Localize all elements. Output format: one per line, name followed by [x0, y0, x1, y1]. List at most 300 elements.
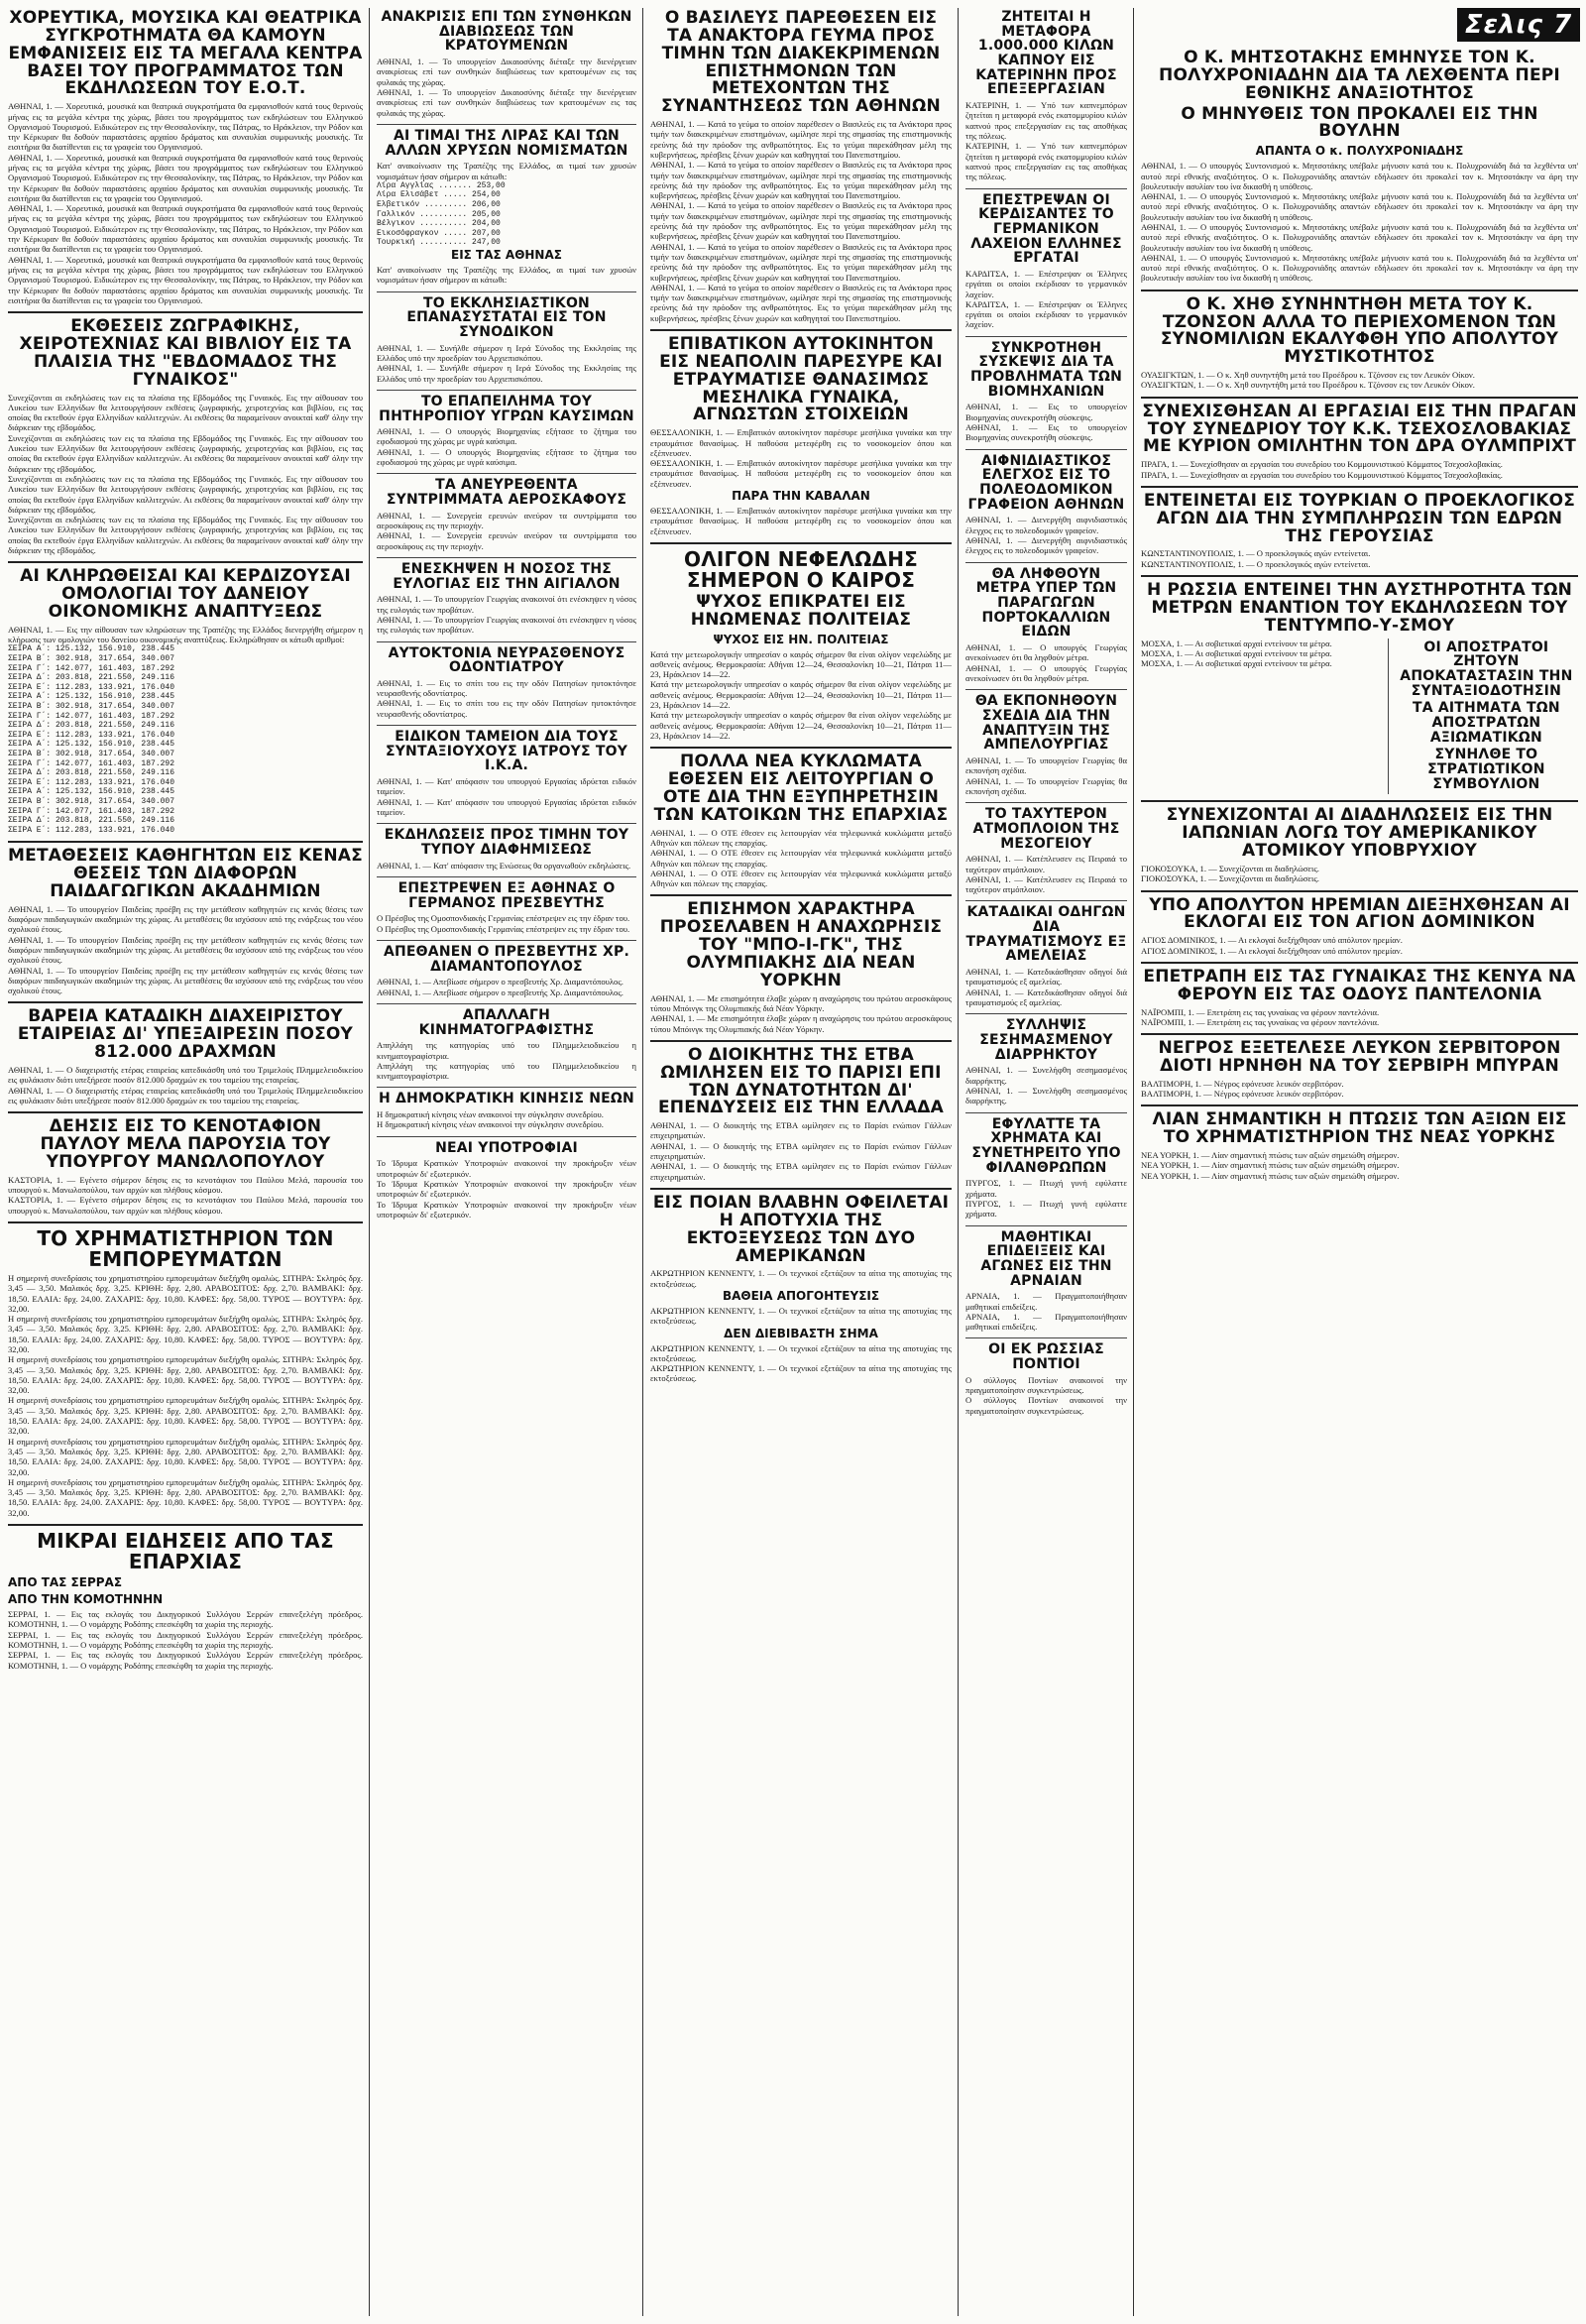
article-body: Ο σύλλογος Ποντίων ανακοινοί την πραγματοποίησιν συγκεντρώσεως. [965, 1374, 1127, 1396]
article-body: ΑΘΗΝΑΙ, 1. — Το υπουργείον Γεωργίας ανακοινοί ότι ενέσκηψεν η νόσος της ευλογιάς των προβάτων. [377, 594, 636, 615]
article-body: ΑΘΗΝΑΙ, 1. — Ο διαχειριστής ετέρας εταιρείας κατεδικάσθη υπό του Τριμελούς Πλημμελειοδικείου εις φυλάκισιν διότι υπεξήρεσε ποσόν 812.000 δραχμών εκ του ταμείου της εταιρείας. [8, 1085, 363, 1105]
headline: ΕΠΙΒΑΤΙΚΟΝ ΑΥΤΟΚΙΝΗΤΟΝ ΕΙΣ ΝΕΑΠΟΛΙΝ ΠΑΡΕΣΥΡΕ ΚΑΙ ΕΤΡΑΥΜΑΤΙΣΕ ΘΑΝΑΣΙΜΩΣ ΜΕΣΗΛΙΚΑ ΓΥΝΑΙΚΑ, ΑΓΝΩΣΤΩΝ ΣΤΟΙΧΕΙΩΝ [659, 334, 943, 425]
headline: ΑΥΤΟΚΤΟΝΙΑ ΝΕΥΡΑΣΘΕΝΟΥΣ ΟΔΟΝΤΙΑΤΡΟΥ [388, 644, 625, 676]
article-body: ΑΘΗΝΑΙ, 1. — Απεβίωσε σήμερον ο πρεσβευτής Χρ. Διαμαντόπουλος. [377, 987, 623, 997]
headline: ΕΠΕΣΤΡΕΨΑΝ ΟΙ ΚΕΡΔΙΣΑΝΤΕΣ ΤΟ ΓΕΡΜΑΝΙΚΟΝ ΛΑΧΕΙΟΝ ΕΛΛΗΝΕΣ ΕΡΓΑΤΑΙ [970, 191, 1122, 267]
headline: ΤΟ ΕΚΚΛΗΣΙΑΣΤΙΚΟΝ ΕΠΑΝΑΣΥΣΤΑΤΑΙ ΕΙΣ ΤΟΝ ΣΥΝΟΔΙΚΟΝ [406, 294, 607, 340]
headline: ΝΕΑΙ ΥΠΟΤΡΟΦΙΑΙ [435, 1139, 578, 1156]
article [377, 828, 636, 871]
page-number-masthead: Σελις 7 [1457, 8, 1580, 42]
article-body: ΑΘΗΝΑΙ, 1. — Εις το σπίτι του εις την οδόν Πατησίων ηυτοκτόνησε νευρασθενής οδοντίατρος. [377, 698, 636, 719]
article-body: ΑΘΗΝΑΙ, 1. — Ο υπουργός Συντονισμού κ. Μητσοτάκης υπέβαλε μήνυσιν κατά του κ. Πολυχρονιάδη διά τα λεχθέντα υπ' αυτού περί εθνικής αναξιότητος. Ο κ. Πολυχρονιάδης απαντών εδήλωσεν ότι προκαλεί τον κ. Μητσοτάκην να άρη την βουλευτικήν ασυλίαν του ίνα δικασθή η υπόθεσις. [1141, 252, 1578, 284]
divider [965, 336, 1127, 337]
article [8, 1008, 363, 1105]
divider [377, 473, 636, 474]
column-2 [377, 8, 636, 2316]
article [650, 1192, 952, 1384]
article [965, 454, 1127, 556]
article-body: ΑΘΗΝΑΙ, 1. — Κατ' απόφασιν του υπουργού Εργασίας ιδρύεται ειδικόν ταμείον. [377, 796, 636, 818]
headline: Ο Κ. ΜΗΤΣΟΤΑΚΗΣ ΕΜΗΝΥΣΕ ΤΟΝ Κ. ΠΟΛΥΧΡΟΝΙΑΔΗΝ ΔΙΑ ΤΑ ΛΕΧΘΕΝΤΑ ΠΕΡΙ ΕΘΝΙΚΗΣ ΑΝΑΞΙΟΤΗΤΟΣ [1159, 48, 1560, 103]
article [1141, 1040, 1578, 1099]
headline: Η ΔΗΜΟΚΡΑΤΙΚΗ ΚΙΝΗΣΙΣ ΝΕΩΝ [379, 1091, 634, 1107]
article-body: ΑΓΙΟΣ ΔΟΜΙΝΙΚΟΣ, 1. — Αι εκλογαί διεξήχθησαν υπό απόλυτον ηρεμίαν. [1141, 935, 1403, 946]
article-body: Συνεχίζονται αι εκδηλώσεις των εις τα πλαίσια της Εβδομάδος της Γυναικός. Εις την αίθουσαν του Λυκείου των Ελληνίδων θα λειτουργήσουν εκθέσεις ζωγραφικής, χειροτεχνίας και βιβλίου, εις τας οποίας θα εκτεθούν έργα Ελληνίδων καλλιτεχνών. Αι εκθέσεις θα παραμείνουν ανοικταί καθ' όλην την διάρκειαν της εβδομάδος. [8, 473, 363, 515]
article-body: ΑΘΗΝΑΙ, 1. — Κατ' απόφασιν της Ενώσεως θα οργανωθούν εκδηλώσεις. [377, 860, 631, 871]
article-body: ΜΟΣΧΑ, 1. — Αι σοβιετικαί αρχαί εντείνουν τα μέτρα. [1141, 638, 1332, 648]
article [8, 1225, 363, 1518]
article-body: ΑΚΡΩΤΗΡΙΟΝ ΚΕΝΝΕΝΤΥ, 1. — Οι τεχνικοί εξετάζουν τα αίτια της αποτυχίας της εκτοξεύσεως. [650, 1342, 952, 1363]
article [650, 1044, 952, 1182]
divider [377, 876, 636, 877]
article-body: ΠΥΡΓΟΣ, 1. — Πτωχή γυνή εφύλαττε χρήματα. [965, 1178, 1127, 1199]
divider [650, 1040, 952, 1042]
headline: ΕΚΘΕΣΕΙΣ ΖΩΓΡΑΦΙΚΗΣ, ΧΕΙΡΟΤΕΧΝΙΑΣ ΚΑΙ ΒΙΒΛΙΟΥ ΕΙΣ ΤΑ ΠΛΑΙΣΙΑ ΤΗΣ "ΕΒΔΟΜΑΔΟΣ ΤΗΣ ΓΥΝΑΙΚΟΣ" [19, 316, 352, 390]
article-body: Το Ίδρυμα Κρατικών Υποτροφιών ανακοινοί την προκήρυξιν νέων υποτροφιών δι' εξωτερικόν. [377, 1158, 636, 1179]
article-body: Ο σύλλογος Ποντίων ανακοινοί την πραγματοποίησιν συγκεντρώσεως. [965, 1395, 1127, 1416]
article [1141, 50, 1578, 284]
article-body: ΑΘΗΝΑΙ, 1. — Ο ΟΤΕ έθεσεν εις λειτουργίαν νέα τηλεφωνικά κυκλώματα μεταξύ Αθηνών και πόλεων της επαρχίας. [650, 848, 952, 869]
headline: ΣΥΝΕΧΙΖΟΝΤΑΙ ΑΙ ΔΙΑΔΗΛΩΣΕΙΣ ΕΙΣ ΤΗΝ ΙΑΠΩΝΙΑΝ ΛΟΓΩ ΤΟΥ ΑΜΕΡΙΚΑΝΙΚΟΥ ΑΤΟΜΙΚΟΥ ΥΠΟΒΡΥΧΙΟΥ [1166, 805, 1553, 862]
headline: ΑΙ ΚΛΗΡΩΘΕΙΣΑΙ ΚΑΙ ΚΕΡΔΙΖΟΥΣΑΙ ΟΜΟΛΟΓΙΑΙ ΤΟΥ ΔΑΝΕΙΟΥ ΟΙΚΟΝΟΜΙΚΗΣ ΑΝΑΠΤΥΞΕΩΣ [20, 566, 351, 622]
divider [965, 1337, 1127, 1338]
article-body: ΣΕΡΡΑΙ, 1. — Εις τας εκλογάς του Δικηγορικού Συλλόγου Σερρών επανεξελέγη πρόεδρος. ΚΟΜΟΤΗΝΗ, 1. — Ο νομάρχης Ροδόπης επεσκέφθη τα χωρία της περιοχής. [8, 1650, 363, 1671]
divider [650, 542, 952, 544]
article [650, 754, 952, 888]
headline: ΟΙ ΕΚ ΡΩΣΣΙΑΣ ΠΟΝΤΙΟΙ [988, 1341, 1104, 1373]
column-5 [1141, 48, 1578, 2316]
headline: ΘΑ ΛΗΦΘΟΥΝ ΜΕΤΡΑ ΥΠΕΡ ΤΩΝ ΠΑΡΑΓΩΓΩΝ ΠΟΡΤΟΚΑΛΛΙΩΝ ΕΙΔΩΝ [975, 565, 1117, 640]
article-body: ΑΘΗΝΑΙ, 1. — Ο ΟΤΕ έθεσεν εις λειτουργίαν νέα τηλεφωνικά κυκλώματα μεταξύ Αθηνών και πόλεων της επαρχίας. [650, 868, 952, 889]
article [1141, 1111, 1578, 1181]
article-body: ΑΘΗΝΑΙ, 1. — Το υπουργείον Παιδείας προέβη εις την μετάθεσιν καθηγητών εις κενάς θέσεις των διαφόρων παιδαγωγικών ακαδημιών της χώρας. Αι μεταθέσεις θα ισχύσουν από της ενάρξεως του νέου σχολικού έτους. [8, 965, 363, 996]
article-body: ΑΘΗΝΑΙ, 1. — Συνήλθε σήμερον η Ιερά Σύνοδος της Εκκλησίας της Ελλάδος υπό την προεδρίαν του Αρχιεπισκόπου. [377, 363, 636, 384]
article-body: ΑΓΙΟΣ ΔΟΜΙΝΙΚΟΣ, 1. — Αι εκλογαί διεξήχθησαν υπό απόλυτον ηρεμίαν. [1141, 945, 1403, 956]
article-body: ΑΘΗΝΑΙ, 1. — Το υπουργείον Γεωργίας θα εκπονήση σχέδια. [965, 775, 1127, 796]
headline: ΑΠΕΘΑΝΕΝ Ο ΠΡΕΣΒΕΥΤΗΣ ΧΡ. ΔΙΑΜΑΝΤΟΠΟΥΛΟΣ [383, 943, 630, 975]
headline: ΝΕΓΡΟΣ ΕΞΕΤΕΛΕΣΕ ΛΕΥΚΟΝ ΣΕΡΒΙΤΟΡΟΝ ΔΙΟΤΙ ΗΡΝΗΘΗ ΝΑ ΤΟΥ ΣΕΡΒΙΡΗ ΜΠΥΡΑΝ [1158, 1038, 1561, 1076]
article [650, 546, 952, 741]
headline: ΑΙΦΝΙΔΙΑΣΤΙΚΟΣ ΕΛΕΓΧΟΣ ΕΙΣ ΤΟ ΠΟΛΕΟΔΟΜΙΚΟΝ ΓΡΑΦΕΙΟΝ ΑΘΗΝΩΝ [967, 452, 1125, 513]
article [965, 567, 1127, 684]
article-body: ΑΡΝΑΙΑ, 1. — Πραγματοποιήθησαν μαθητικαί επιδείξεις. [965, 1291, 1127, 1312]
article-body: Κατά την μετεωρολογικήν υπηρεσίαν ο καιρός σήμερον θα είναι ολίγον νεφελώδης με ασθενείς ανέμους. Θερμοκρασία: Αθήναι 12—24, Θεσσαλονίκη 10—21, Πάτραι 11—23, Ηράκλειον 14—22. [650, 710, 952, 741]
divider [8, 561, 363, 563]
article-body: ΑΘΗΝΑΙ, 1. — Εις το υπουργείον Βιομηχανίας συνεκροτήθη σύσκεψις. [965, 402, 1127, 422]
article-body: ΑΘΗΝΑΙ, 1. — Συνελήφθη σεσημασμένος διαρρήκτης. [965, 1086, 1127, 1106]
article [377, 296, 636, 384]
article-body: ΑΘΗΝΑΙ, 1. — Το υπουργείον Δικαιοσύνης διέταξε την διενέργειαν ανακρίσεως επί των συνθηκών διαβιώσεως των κρατουμένων εις τας φυλακάς της χώρας. [377, 57, 636, 87]
article-body: ΑΘΗΝΑΙ, 1. — Κατά το γεύμα το οποίον παρέθεσεν ο Βασιλεύς εις τα Ανάκτορα προς τιμήν των διακεκριμένων επιστημόνων, ωμίλησε περί της σημασίας της επιστημονικής ερεύνης διά την πρόοδον της ανθρωπότητος. Εις το γεύμα παρεκάθησαν μέλη της κυβερνήσεως, πρέσβεις ξένων χωρών και καθηγηταί του Πανεπιστημίου. [650, 119, 952, 160]
article-body: ΒΑΛΤΙΜΟΡΗ, 1. — Νέγρος εφόνευσε λευκόν σερβιτόρον. [1141, 1078, 1344, 1089]
article [1141, 966, 1578, 1027]
article [1141, 401, 1578, 480]
article-body: ΑΘΗΝΑΙ, 1. — Ο υπουργός Βιομηχανίας εξήτασε το ζήτημα του εφοδιασμού της χώρας με υγρά καύσιμα. [377, 426, 636, 447]
headline: Ο Κ. ΧΗΘ ΣΥΝΗΝΤΗΘΗ ΜΕΤΑ ΤΟΥ Κ. ΤΖΟΝΣΟΝ ΑΛΛΑ ΤΟ ΠΕΡΙΕΧΟΜΕΝΟΝ ΤΩΝ ΣΥΝΟΜΙΛΙΩΝ ΕΚΑΛΥΦΘΗ ΥΠΟ ΑΠΟΛΥΤΟΥ ΜΥΣΤΙΚΟΤΗΤΟΣ [1160, 293, 1559, 368]
headline: ΤΟ ΤΑΧΥΤΕΡΟΝ ΑΤΜΟΠΛΟΙΟΝ ΤΗΣ ΜΕΣΟΓΕΙΟΥ [972, 806, 1120, 852]
article [650, 336, 952, 536]
article-body: ΑΘΗΝΑΙ, 1. — Κατεδικάσθησαν οδηγοί διά τραυματισμούς εξ αμελείας. [965, 987, 1127, 1008]
divider [377, 1087, 636, 1088]
article-body: ΑΘΗΝΑΙ, 1. — Κατέπλευσεν εις Πειραιά το ταχύτερον ατμόπλοιον. [965, 854, 1127, 874]
divider [965, 562, 1127, 563]
article [377, 478, 636, 551]
article-body: ΑΘΗΝΑΙ, 1. — Το υπουργείον Γεωργίας ανακοινοί ότι ενέσκηψεν η νόσος της ευλογιάς των προβάτων. [377, 614, 636, 636]
article-body: ΑΘΗΝΑΙ, 1. — Κατέπλευσεν εις Πειραιά το ταχύτερον ατμόπλοιον. [965, 873, 1127, 895]
divider [1141, 890, 1578, 892]
article-body: ΑΘΗΝΑΙ, 1. — Ο υπουργός Βιομηχανίας εξήτασε το ζήτημα του εφοδιασμού της χώρας με υγρά καύσιμα. [377, 446, 636, 468]
divider [965, 1112, 1127, 1113]
side-article [1388, 639, 1578, 795]
article-body: ΑΘΗΝΑΙ, 1. — Συνεργεία ερευνών ανεύρον τα συντρίμματα του αεροσκάφους εις την περιοχήν. [377, 510, 636, 531]
headline: Ο ΔΙΟΙΚΗΤΗΣ ΤΗΣ ΕΤΒΑ ΩΜΙΛΗΣΕΝ ΕΙΣ ΤΟ ΠΑΡΙΣΙ ΕΠΙ ΤΩΝ ΔΥΝΑΤΟΤΗΤΩΝ ΔΙ' ΕΠΕΝΔΥΣΕΙΣ ΕΙΣ ΤΗΝ ΕΛΛΑΔΑ [657, 1044, 945, 1118]
divider [377, 641, 636, 642]
article-main [1141, 639, 1380, 795]
column-rule [642, 8, 643, 2316]
divider [965, 449, 1127, 450]
article [965, 1018, 1127, 1105]
headline: ΤΟ ΧΡΗΜΑΤΙΣΤΗΡΙΟΝ ΤΩΝ ΕΜΠΟΡΕΥΜΑΤΩΝ [37, 1225, 334, 1271]
article-body: ΑΘΗΝΑΙ, 1. — Κατά το γεύμα το οποίον παρέθεσεν ο Βασιλεύς εις τα Ανάκτορα προς τιμήν των διακεκριμένων επιστημόνων, ωμίλησε περί της σημασίας της επιστημονικής ερεύνης διά την πρόοδον της ανθρωπότητος. Εις το γεύμα παρεκάθησαν μέλη της κυβερνήσεως, πρέσβεις ξένων χωρών και καθηγηταί του Πανεπιστημίου. [650, 200, 952, 242]
article-body: Η σημερινή συνεδρίασις του χρηματιστηρίου εμπορευμάτων διεξήχθη ομαλώς. ΣΙΤΗΡΑ: Σκληρός δρχ. 3,45 — 3,50. Μαλακός δρχ. 3,25. ΚΡΙΘΗ: δρχ. 2,80. ΑΡΑΒΟΣΙΤΟΣ: δρχ. 2,70. ΒΑΜΒΑΚΙ: δρχ. 18,50. ΕΛΑΙΑ: δρχ. 24,00. ΖΑΧΑΡΙΣ: δρχ. 10,80. ΚΑΦΕΣ: δρχ. 58,00. ΤΥΡΟΣ — ΒΟΥΤΥΡΑ: δρχ. 32,00. [8, 1436, 363, 1477]
article-body: ΚΑΡΔΙΤΣΑ, 1. — Επέστρεψαν οι Έλληνες εργάται οι οποίοι εκέρδισαν το γερμανικόν λαχείον. [965, 298, 1127, 330]
article [8, 318, 363, 555]
lottery-table: ΣΕΙΡΑ Α΄: 125.132, 156.910, 238.445 ΣΕΙΡΑ Β΄: 302.918, 317.654, 340.007 ΣΕΙΡΑ Γ΄: 142.077, 161.403, 187.292 ΣΕΙΡΑ Δ΄: 203.818, 221.550, 249.116 ΣΕΙΡΑ Ε΄: 112.283, 133.921, 176.040 [8, 787, 175, 835]
divider [965, 1225, 1127, 1226]
article-body: ΑΘΗΝΑΙ, 1. — Χορευτικά, μουσικά και θεατρικά συγκροτήματα θα εμφανισθούν κατά τους θερινούς μήνας εις τα μεγάλα κέντρα της χώρας, βάσει του προγράμματος των εκδηλώσεων του Ελληνικού Οργανισμού Τουρισμού. Ειδικώτερον εις την Θεσσαλονίκην, τας Πάτρας, το Ηράκλειον, την Ρόδον και την Κέρκυραν θα δοθούν παραστάσεις αρχαίου δράματος και συναυλίαι συμφωνικής μουσικής. Τα εισιτήρια θα διατίθενται εις τα γραφεία του Οργανισμού. [8, 152, 363, 203]
headline: ΥΠΟ ΑΠΟΛΥΤΟΝ ΗΡΕΜΙΑΝ ΔΙΕΞΗΧΘΗΣΑΝ ΑΙ ΕΚΛΟΓΑΙ ΕΙΣ ΤΟΝ ΑΓΙΟΝ ΔΟΜΙΝΙΚΟΝ [1149, 894, 1570, 933]
divider [650, 1188, 952, 1190]
article-body: ΣΕΡΡΑΙ, 1. — Εις τας εκλογάς του Δικηγορικού Συλλόγου Σερρών επανεξελέγη πρόεδρος. ΚΟΜΟΤΗΝΗ, 1. — Ο νομάρχης Ροδόπης επεσκέφθη τα χωρία της περιοχής. [8, 1609, 363, 1630]
article [377, 1141, 636, 1220]
headline: ΘΑ ΕΚΠΟΝΗΘΟΥΝ ΣΧΕΔΙΑ ΔΙΑ ΤΗΝ ΑΝΑΠΤΥΞΙΝ ΤΗΣ ΑΜΠΕΛΟΥΡΓΙΑΣ [974, 693, 1118, 754]
divider [8, 311, 363, 313]
article-body: Η σημερινή συνεδρίασις του χρηματιστηρίου εμπορευμάτων διεξήχθη ομαλώς. ΣΙΤΗΡΑ: Σκληρός δρχ. 3,45 — 3,50. Μαλακός δρχ. 3,25. ΚΡΙΘΗ: δρχ. 2,80. ΑΡΑΒΟΣΙΤΟΣ: δρχ. 2,70. ΒΑΜΒΑΚΙ: δρχ. 18,50. ΕΛΑΙΑ: δρχ. 24,00. ΖΑΧΑΡΙΣ: δρχ. 10,80. ΚΑΦΕΣ: δρχ. 58,00. ΤΥΡΟΣ — ΒΟΥΤΥΡΑ: δρχ. 32,00. [8, 1476, 363, 1518]
article-body: Η σημερινή συνεδρίασις του χρηματιστηρίου εμπορευμάτων διεξήχθη ομαλώς. ΣΙΤΗΡΑ: Σκληρός δρχ. 3,45 — 3,50. Μαλακός δρχ. 3,25. ΚΡΙΘΗ: δρχ. 2,80. ΑΡΑΒΟΣΙΤΟΣ: δρχ. 2,70. ΒΑΜΒΑΚΙ: δρχ. 18,50. ΕΛΑΙΑ: δρχ. 24,00. ΖΑΧΑΡΙΣ: δρχ. 10,80. ΚΑΦΕΣ: δρχ. 58,00. ΤΥΡΟΣ — ΒΟΥΤΥΡΑ: δρχ. 32,00. [8, 1395, 363, 1437]
divider [1141, 290, 1578, 291]
article-body: Ο Πρέσβυς της Ομοσπονδιακής Γερμανίας επέστρεψεν εις την έδραν του. [377, 923, 630, 934]
article-body: ΑΚΡΩΤΗΡΙΟΝ ΚΕΝΝΕΝΤΥ, 1. — Οι τεχνικοί εξετάζουν τα αίτια της αποτυχίας της εκτοξεύσεως. [650, 1363, 952, 1384]
article-body: ΝΕΑ ΥΟΡΚΗ, 1. — Λίαν σημαντική πτώσις των αξιών σημειώθη σήμερον. [1141, 1150, 1400, 1161]
headline: ΠΟΛΛΑ ΝΕΑ ΚΥΚΛΩΜΑΤΑ ΕΘΕΣΕΝ ΕΙΣ ΛΕΙΤΟΥΡΓΙΑΝ Ο ΟΤΕ ΔΙΑ ΤΗΝ ΕΞΥΠΗΡΕΤΗΣΙΝ ΤΩΝ ΚΑΤΟΙΚΩΝ ΤΗΣ ΕΠΑΡΧΙΑΣ [653, 752, 949, 825]
article-body: ΚΑΣΤΟΡΙΑ, 1. — Εγένετο σήμερον δέησις εις το κενοτάφιον του Παύλου Μελά, παρουσία του υπουργού κ. Μανωλοπούλου, των αρχών και πλήθους κόσμου. [8, 1195, 363, 1216]
gold-prices-table: Λίρα Αγγλίας ....... 253,00 Λίρα Ελισάβετ ..... 254,00 Ελβετικόν ......... 206,00 Γαλλικόν .......... 205,00 Βέλγικον .......... 204,00 Εικοσόφραγκον ..... 207,00 Τουρκική .......... 247,00 [377, 180, 506, 248]
article [965, 1230, 1127, 1333]
headline: ΖΗΤΕΙΤΑΙ Η ΜΕΤΑΦΟΡΑ 1.000.000 ΚΙΛΩΝ ΚΑΠΝΟΥ ΕΙΣ ΚΑΤΕΡΙΝΗΝ ΠΡΟΣ ΕΠΕΞΕΡΓΑΣΙΑΝ [975, 9, 1117, 98]
divider [377, 124, 636, 125]
article [8, 848, 363, 995]
article-body: ΑΡΝΑΙΑ, 1. — Πραγματοποιήθησαν μαθητικαί επιδείξεις. [965, 1311, 1127, 1333]
subheading: ΒΑΘΕΙΑ ΑΠΟΓΟΗΤΕΥΣΙΣ [722, 1288, 880, 1303]
article-body: Κατ' ανακοίνωσιν της Τραπέζης της Ελλάδος, αι τιμαί των χρυσών νομισμάτων ήσαν σήμερον αι κάτωθι: [377, 264, 636, 286]
article-body: ΓΙΟΚΟΣΟΥΚΑ, 1. — Συνεχίζονται αι διαδηλώσεις. [1141, 863, 1319, 873]
article [377, 395, 636, 468]
subheading: ΕΙΣ ΤΑΣ ΑΘΗΝΑΣ [451, 247, 562, 262]
divider [8, 1221, 363, 1223]
headline: ΣΥΝΚΡΟΤΗΘΗ ΣΥΣΚΕΨΙΣ ΔΙΑ ΤΑ ΠΡΟΒΛΗΜΑΤΑ ΤΩΝ ΒΙΟΜΗΧΑΝΙΩΝ [969, 339, 1123, 400]
article-body: ΑΘΗΝΑΙ, 1. — Ο διοικητής της ΕΤΒΑ ωμίλησεν εις το Παρίσι ενώπιον Γάλλων επιχειρηματιών. [650, 1140, 952, 1162]
article [1141, 807, 1578, 883]
divider [8, 841, 363, 843]
column-rule [958, 8, 959, 2316]
article-body: ΑΘΗΝΑΙ, 1. — Διενεργήθη αιφνιδιαστικός έλεγχος εις το πολεοδομικόν γραφείον. [965, 535, 1127, 556]
article-body: ΑΘΗΝΑΙ, 1. — Διενεργήθη αιφνιδιαστικός έλεγχος εις το πολεοδομικόν γραφείον. [965, 515, 1127, 535]
article-body: ΑΘΗΝΑΙ, 1. — Με επισημότητα έλαβε χώραν η αναχώρησις του πρώτου αεροσκάφους τύπου Μπόινγκ της Ολυμπιακής διά Νέαν Υόρκην. [650, 1013, 952, 1034]
column-rule [369, 8, 370, 2316]
article-body: Το Ίδρυμα Κρατικών Υποτροφιών ανακοινοί την προκήρυξιν νέων υποτροφιών δι' εξωτερικόν. [377, 1199, 636, 1220]
article-body: ΑΚΡΩΤΗΡΙΟΝ ΚΕΝΝΕΝΤΥ, 1. — Οι τεχνικοί εξετάζουν τα αίτια της αποτυχίας της εκτοξεύσεως. [650, 1305, 952, 1327]
article [377, 10, 636, 118]
headline: ΕΠΕΣΤΡΕΨΕΝ ΕΞ ΑΘΗΝΑΣ Ο ΓΕΡΜΑΝΟΣ ΠΡΕΣΒΕΥΤΗΣ [397, 879, 616, 911]
divider [377, 725, 636, 726]
article-body: Το Ίδρυμα Κρατικών Υποτροφιών ανακοινοί την προκήρυξιν νέων υποτροφιών δι' εξωτερικόν. [377, 1179, 636, 1200]
article-body: ΑΘΗΝΑΙ, 1. — Κατά το γεύμα το οποίον παρέθεσεν ο Βασιλεύς εις τα Ανάκτορα προς τιμήν των διακεκριμένων επιστημόνων, ωμίλησε περί της σημασίας της επιστημονικής ερεύνης διά την πρόοδον της ανθρωπότητος. Εις το γεύμα παρεκάθησαν μέλη της κυβερνήσεως, πρέσβεις ξένων χωρών και καθηγηταί του Πανεπιστημίου. [650, 282, 952, 323]
article-body: ΚΑΤΕΡΙΝΗ, 1. — Υπό των καπνεμπόρων ζητείται η μεταφορά ενός εκατομμυρίου κιλών καπνού προς επεξεργασίαν εις τας αποθήκας της πόλεως. [965, 141, 1127, 182]
divider [377, 390, 636, 391]
divider [650, 747, 952, 749]
article-body: ΑΘΗΝΑΙ, 1. — Εις το υπουργείον Βιομηχανίας συνεκροτήθη σύσκεψις. [965, 422, 1127, 443]
headline: ΕΚΔΗΛΩΣΕΙΣ ΠΡΟΣ ΤΙΜΗΝ ΤΟΥ ΤΥΠΟΥ ΔΙΑΦΗΜΙΣΕΩΣ [384, 827, 629, 858]
headline: ΕΙΔΙΚΟΝ ΤΑΜΕΙΟΝ ΔΙΑ ΤΟΥΣ ΣΥΝΤΑΞΙΟΥΧΟΥΣ ΙΑΤΡΟΥΣ ΤΟΥ Ι.Κ.Α. [385, 729, 628, 774]
divider [1141, 575, 1578, 577]
headline: ΤΑ ΑΙΤΗΜΑΤΑ ΤΩΝ ΑΠΟΣΤΡΑΤΩΝ ΑΞΙΩΜΑΤΙΚΩΝ [1413, 700, 1560, 746]
article-body: ΑΘΗΝΑΙ, 1. — Κατεδικάσθησαν οδηγοί διά τραυματισμούς εξ αμελείας. [965, 967, 1127, 988]
headline: Ο ΜΗΝΥΘΕΙΣ ΤΟΝ ΠΡΟΚΑΛΕΙ ΕΙΣ ΤΗΝ ΒΟΥΛΗΝ [1181, 103, 1538, 142]
headline: ΕΙΣ ΠΟΙΑΝ ΒΛΑΒΗΝ ΟΦΕΙΛΕΤΑΙ Η ΑΠΟΤΥΧΙΑ ΤΗΣ ΕΚΤΟΞΕΥΣΕΩΣ ΤΩΝ ΔΥΟ ΑΜΕΡΙΚΑΝΩΝ [652, 1192, 950, 1266]
divider [1141, 1104, 1578, 1106]
article-body: ΑΘΗΝΑΙ, 1. — Χορευτικά, μουσικά και θεατρικά συγκροτήματα θα εμφανισθούν κατά τους θερινούς μήνας εις τα μεγάλα κέντρα της χώρας, βάσει του προγράμματος των εκδηλώσεων του Ελληνικού Οργανισμού Τουρισμού. Ειδικώτερον εις την Θεσσαλονίκην, τας Πάτρας, το Ηράκλειον, την Ρόδον και την Κέρκυραν θα δοθούν παραστάσεις αρχαίου δράματος και συναυλίαι συμφωνικής μουσικής. Τα εισιτήρια θα διατίθενται εις τα γραφεία του Οργανισμού. [8, 254, 363, 305]
article-body: ΑΘΗΝΑΙ, 1. — Χορευτικά, μουσικά και θεατρικά συγκροτήματα θα εμφανισθούν κατά τους θερινούς μήνας εις τα μεγάλα κέντρα της χώρας, βάσει του προγράμματος των εκδηλώσεων του Ελληνικού Οργανισμού Τουρισμού. Ειδικώτερον εις την Θεσσαλονίκην, τας Πάτρας, το Ηράκλειον, την Ρόδον και την Κέρκυραν θα δοθούν παραστάσεις αρχαίου δράματος και συναυλίαι συμφωνικής μουσικής. Τα εισιτήρια θα διατίθενται εις τα γραφεία του Οργανισμού. [8, 101, 363, 153]
article-body: ΑΘΗΝΑΙ, 1. — Ο υπουργός Συντονισμού κ. Μητσοτάκης υπέβαλε μήνυσιν κατά του κ. Πολυχρονιάδη διά τα λεχθέντα υπ' αυτού περί εθνικής αναξιότητος. Ο κ. Πολυχρονιάδης απαντών εδήλωσεν ότι προκαλεί τον κ. Μητσοτάκην να άρη την βουλευτικήν ασυλίαν του ίνα δικασθή η υπόθεσις. [1141, 222, 1578, 253]
article [1141, 293, 1578, 391]
article-body: ΑΘΗΝΑΙ, 1. — Κατ' απόφασιν του υπουργού Εργασίας ιδρύεται ειδικόν ταμείον. [377, 776, 636, 797]
headline: ΔΕΗΣΙΣ ΕΙΣ ΤΟ ΚΕΝΟΤΑΦΙΟΝ ΠΑΥΛΟΥ ΜΕΛΑ ΠΑΡΟΥΣΙΑ ΤΟΥ ΥΠΟΥΡΓΟΥ ΜΑΝΩΛΟΠΟΥΛΟΥ [40, 1116, 331, 1172]
article-body: ΑΘΗΝΑΙ, 1. — Συνεργεία ερευνών ανεύρον τα συντρίμματα του αεροσκάφους εις την περιοχήν. [377, 530, 636, 551]
article-body: ΑΘΗΝΑΙ, 1. — Ο ΟΤΕ έθεσεν εις λειτουργίαν νέα τηλεφωνικά κυκλώματα μεταξύ Αθηνών και πόλεων της επαρχίας. [650, 827, 952, 848]
article-body: ΑΘΗΝΑΙ, 1. — Ο διαχειριστής ετέρας εταιρείας κατεδικάσθη υπό του Τριμελούς Πλημμελειοδικείου εις φυλάκισιν διότι υπεξήρεσε ποσόν 812.000 δραχμών εκ του ταμείου της εταιρείας. [8, 1065, 363, 1086]
article [1141, 490, 1578, 569]
article-body: ΑΘΗΝΑΙ, 1. — Κατά το γεύμα το οποίον παρέθεσεν ο Βασιλεύς εις τα Ανάκτορα προς τιμήν των διακεκριμένων επιστημόνων, ωμίλησε περί της σημασίας της επιστημονικής ερεύνης διά την πρόοδον της ανθρωπότητος. Εις το γεύμα παρεκάθησαν μέλη της κυβερνήσεως, πρέσβεις ξένων χωρών και καθηγηταί του Πανεπιστημίου. [650, 241, 952, 283]
column-3 [650, 8, 952, 2316]
article-body: ΚΑΡΔΙΤΣΑ, 1. — Επέστρεψαν οι Έλληνες εργάται οι οποίοι εκέρδισαν το γερμανικόν λαχείον. [965, 268, 1127, 299]
article-split [1141, 639, 1578, 795]
article-body: Ο Πρέσβυς της Ομοσπονδιακής Γερμανίας επέστρεψεν εις την έδραν του. [377, 913, 630, 924]
headline: ΕΝΕΣΚΗΨΕΝ Η ΝΟΣΟΣ ΤΗΣ ΕΥΛΟΓΙΑΣ ΕΙΣ ΤΗΝ ΑΙΓΙΑΛΟΝ [393, 560, 621, 592]
article-body: Συνεχίζονται αι εκδηλώσεις των εις τα πλαίσια της Εβδομάδος της Γυναικός. Εις την αίθουσαν του Λυκείου των Ελληνίδων θα λειτουργήσουν εκθέσεις ζωγραφικής, χειροτεχνίας και βιβλίου, εις τας οποίας θα εκτεθούν έργα Ελληνίδων καλλιτεχνών. Αι εκθέσεις θα παραμείνουν ανοικταί καθ' όλην την διάρκειαν της εβδομάδος. [8, 392, 363, 433]
divider [965, 1013, 1127, 1014]
article [377, 730, 636, 817]
article-body: ΑΘΗΝΑΙ, 1. — Εις το σπίτι του εις την οδόν Πατησίων ηυτοκτόνησε νευρασθενής οδοντίατρος. [377, 677, 636, 699]
divider [1141, 962, 1578, 964]
article-body: Η σημερινή συνεδρίασις του χρηματιστηρίου εμπορευμάτων διεξήχθη ομαλώς. ΣΙΤΗΡΑ: Σκληρός δρχ. 3,45 — 3,50. Μαλακός δρχ. 3,25. ΚΡΙΘΗ: δρχ. 2,80. ΑΡΑΒΟΣΙΤΟΣ: δρχ. 2,70. ΒΑΜΒΑΚΙ: δρχ. 18,50. ΕΛΑΙΑ: δρχ. 24,00. ΖΑΧΑΡΙΣ: δρχ. 10,80. ΚΑΦΕΣ: δρχ. 58,00. ΤΥΡΟΣ — ΒΟΥΤΥΡΑ: δρχ. 32,00. [8, 1272, 363, 1314]
article [965, 1342, 1127, 1416]
headline: ΧΟΡΕΥΤΙΚΑ, ΜΟΥΣΙΚΑ ΚΑΙ ΘΕΑΤΡΙΚΑ ΣΥΓΚΡΟΤΗΜΑΤΑ ΘΑ ΚΑΜΟΥΝ ΕΜΦΑΝΙΣΕΙΣ ΕΙΣ ΤΑ ΜΕΓΑΛΑ ΚΕΝΤΡΑ ΒΑΣΕΙ ΤΟΥ ΠΡΟΓΡΑΜΜΑΤΟΣ ΤΩΝ ΕΚΔΗΛΩΣΕΩΝ ΤΟΥ Ε.Ο.Τ. [8, 8, 363, 99]
article-body: ΝΑΪΡΟΜΠΙ, 1. — Επετράπη εις τας γυναίκας να φέρουν παντελόνια. [1141, 1006, 1380, 1017]
headline: ΤΟ ΕΠΑΠΕΙΛΗΜΑ ΤΟΥ ΠΗΤΗΡΟΠΙΟΥ ΥΓΡΩΝ ΚΑΥΣΙΜΩΝ [379, 393, 634, 424]
article-body: ΚΑΤΕΡΙΝΗ, 1. — Υπό των καπνεμπόρων ζητείται η μεταφορά ενός εκατομμυρίου κιλών καπνού προς επεξεργασίαν εις τας αποθήκας της πόλεως. [965, 100, 1127, 142]
headline: ΕΠΕΤΡΑΠΗ ΕΙΣ ΤΑΣ ΓΥΝΑΙΚΑΣ ΤΗΣ ΚΕΝΥΑ ΝΑ ΦΕΡΟΥΝ ΕΙΣ ΤΑΣ ΟΔΟΥΣ ΠΑΝΤΕΛΟΝΙΑ [1143, 966, 1576, 1004]
article [965, 905, 1127, 1007]
article-body: ΝΕΑ ΥΟΡΚΗ, 1. — Λίαν σημαντική πτώσις των αξιών σημειώθη σήμερον. [1141, 1160, 1400, 1171]
article-body: ΚΩΝΣΤΑΝΤΙΝΟΥΠΟΛΙΣ, 1. — Ο προεκλογικός αγών εντείνεται. [1141, 548, 1371, 559]
article-body: ΑΘΗΝΑΙ, 1. — Ο υπουργός Συντονισμού κ. Μητσοτάκης υπέβαλε μήνυσιν κατά του κ. Πολυχρονιάδη διά τα λεχθέντα υπ' αυτού περί εθνικής αναξιότητος. Ο κ. Πολυχρονιάδης απαντών εδήλωσεν ότι προκαλεί τον κ. Μητσοτάκην να άρη την βουλευτικήν ασυλίαν του ίνα δικασθή η υπόθεσις. [1141, 161, 1578, 191]
article-body: ΟΥΑΣΙΓΚΤΩΝ, 1. — Ο κ. Χηθ συνηντήθη μετά του Προέδρου κ. Τζόνσον εις τον Λευκόν Οίκον. [1141, 380, 1475, 391]
divider [1141, 486, 1578, 488]
subheading: ΔΕΝ ΔΙΕΒΙΒΑΣΤΗ ΣΗΜΑ [724, 1326, 878, 1340]
headline: ΑΙ ΤΙΜΑΙ ΤΗΣ ΛΙΡΑΣ ΚΑΙ ΤΩΝ ΑΛΛΩΝ ΧΡΥΣΩΝ ΝΟΜΙΣΜΑΤΩΝ [385, 127, 628, 159]
article [377, 1008, 636, 1082]
article [965, 341, 1127, 443]
article-body: ΒΑΛΤΙΜΟΡΗ, 1. — Νέγρος εφόνευσε λευκόν σερβιτόρον. [1141, 1089, 1344, 1100]
article [377, 646, 636, 720]
article [650, 901, 952, 1033]
column-rule [1133, 8, 1134, 2316]
lottery-table: ΣΕΙΡΑ Α΄: 125.132, 156.910, 238.445 ΣΕΙΡΑ Β΄: 302.918, 317.654, 340.007 ΣΕΙΡΑ Γ΄: 142.077, 161.403, 187.292 ΣΕΙΡΑ Δ΄: 203.818, 221.550, 249.116 ΣΕΙΡΑ Ε΄: 112.283, 133.921, 176.040 [8, 692, 175, 740]
article-body: ΑΘΗΝΑΙ, 1. — Ο υπουργός Γεωργίας ανεκοίνωσεν ότι θα ληφθούν μέτρα. [965, 662, 1127, 683]
article-body: ΠΡΑΓΑ, 1. — Συνεχίσθησαν αι εργασίαι του συνεδρίου του Κομμουνιστικού Κόμματος Τσεχοσλοβακίας. [1141, 469, 1503, 480]
headline: Η ΡΩΣΣΙΑ ΕΝΤΕΙΝΕΙ ΤΗΝ ΑΥΣΤΗΡΟΤΗΤΑ ΤΩΝ ΜΕΤΡΩΝ ΕΝΑΝΤΙΟΝ ΤΟΥ ΕΚΔΗΛΩΣΕΩΝ ΤΟΥ ΤΕΝΤΥΜΠΟ-Υ-ΣΜΟΥ [1146, 580, 1573, 636]
article-body: ΑΘΗΝΑΙ, 1. — Το υπουργείον Παιδείας προέβη εις την μετάθεσιν καθηγητών εις κενάς θέσεις των διαφόρων παιδαγωγικών ακαδημιών της χώρας. Αι μεταθέσεις θα ισχύσουν από της ενάρξεως του νέου σχολικού έτους. [8, 934, 363, 966]
divider [377, 291, 636, 292]
divider [8, 1111, 363, 1113]
article-body: ΜΟΣΧΑ, 1. — Αι σοβιετικαί αρχαί εντείνουν τα μέτρα. [1141, 658, 1332, 669]
headline: ΨΥΧΟΣ ΕΠΙΚΡΑΤΕΙ ΕΙΣ ΗΝΩΜΕΝΑΣ ΠΟΛΙΤΕΙΑΣ [690, 591, 912, 630]
article-body: ΜΟΣΧΑ, 1. — Αι σοβιετικαί αρχαί εντείνουν τα μέτρα. [1141, 647, 1332, 658]
lottery-table: ΣΕΙΡΑ Α΄: 125.132, 156.910, 238.445 ΣΕΙΡΑ Β΄: 302.918, 317.654, 340.007 ΣΕΙΡΑ Γ΄: 142.077, 161.403, 187.292 ΣΕΙΡΑ Δ΄: 203.818, 221.550, 249.116 ΣΕΙΡΑ Ε΄: 112.283, 133.921, 176.040 [8, 644, 175, 692]
article [8, 10, 363, 305]
divider [965, 802, 1127, 803]
divider [1141, 1033, 1578, 1035]
headline: ΜΑΘΗΤΙΚΑΙ ΕΠΙΔΕΙΞΕΙΣ ΚΑΙ ΑΓΩΝΕΣ ΕΙΣ ΤΗΝ ΑΡΝΑΙΑΝ [980, 1228, 1112, 1289]
headline: ΑΝΑΚΡΙΣΙΣ ΕΠΙ ΤΩΝ ΣΥΝΘΗΚΩΝ ΔΙΑΒΙΩΣΕΩΣ ΤΩΝ ΚΡΑΤΟΥΜΕΝΩΝ [381, 9, 632, 55]
article-body: ΑΘΗΝΑΙ, 1. — Το υπουργείον Γεωργίας θα εκπονήση σχέδια. [965, 755, 1127, 776]
headline: ΕΦΥΛΑΤΤΕ ΤΑ ΧΡΗΜΑΤΑ ΚΑΙ ΣΥΝΕΤΗΡΕΙΤΟ ΥΠΟ ΦΙΛΑΝΘΡΩΠΩΝ [971, 1115, 1121, 1176]
article-body: ΝΕΑ ΥΟΡΚΗ, 1. — Λίαν σημαντική πτώσις των αξιών σημειώθη σήμερον. [1141, 1170, 1400, 1181]
article [1141, 582, 1578, 794]
article [650, 10, 952, 323]
article [965, 1117, 1127, 1220]
article-body: Απηλλάγη της κατηγορίας υπό του Πλημμελειοδικείου η κινηματογραφίστρια. [377, 1060, 636, 1082]
divider [377, 940, 636, 941]
article [377, 881, 636, 934]
article-body: ΠΡΑΓΑ, 1. — Συνεχίσθησαν αι εργασίαι του συνεδρίου του Κομμουνιστικού Κόμματος Τσεχοσλοβακίας. [1141, 459, 1503, 470]
headline: ΛΙΑΝ ΣΗΜΑΝΤΙΚΗ Η ΠΤΩΣΙΣ ΤΩΝ ΑΞΙΩΝ ΕΙΣ ΤΟ ΧΡΗΜΑΤΙΣΤΗΡΙΟΝ ΤΗΣ ΝΕΑΣ ΥΟΡΚΗΣ [1152, 1109, 1567, 1148]
article [377, 129, 636, 286]
divider [1141, 800, 1578, 802]
article-body: ΘΕΣΣΑΛΟΝΙΚΗ, 1. — Επιβατικόν αυτοκίνητον παρέσυρε μεσήλικα γυναίκα και την ετραυμάτισε θανασίμως. Η παθούσα μετεφέρθη εις το νοσοκομείον όπου και εξέπνευσεν. [650, 458, 952, 489]
article-body: ΑΘΗΝΑΙ, 1. — Χορευτικά, μουσικά και θεατρικά συγκροτήματα θα εμφανισθούν κατά τους θερινούς μήνας εις τα μεγάλα κέντρα της χώρας, βάσει του προγράμματος των εκδηλώσεων του Ελληνικού Οργανισμού Τουρισμού. Ειδικώτερον εις την Θεσσαλονίκην, τας Πάτρας, το Ηράκλειον, την Ρόδον και την Κέρκυραν θα δοθούν παραστάσεις αρχαίου δράματος και συναυλίαι συμφωνικής μουσικής. Τα εισιτήρια θα διατίθενται εις τα γραφεία του Οργανισμού. [8, 203, 363, 255]
article-body: ΑΘΗΝΑΙ, 1. — Συνελήφθη σεσημασμένος διαρρήκτης. [965, 1065, 1127, 1086]
headline: ΕΠΙΣΗΜΟΝ ΧΑΡΑΚΤΗΡΑ ΠΡΟΣΕΛΑΒΕΝ Η ΑΝΑΧΩΡΗΣΙΣ ΤΟΥ "ΜΠΟ-Ι-ΓΚ", ΤΗΣ ΟΛΥΜΠΙΑΚΗΣ ΔΙΑ ΝΕΑΝ ΥΟΡΚΗΝ [659, 899, 943, 990]
article-body: ΣΕΡΡΑΙ, 1. — Εις τας εκλογάς του Δικηγορικού Συλλόγου Σερρών επανεξελέγη πρόεδρος. ΚΟΜΟΤΗΝΗ, 1. — Ο νομάρχης Ροδόπης επεσκέφθη τα χωρία της περιοχής. [8, 1629, 363, 1650]
column-1 [8, 8, 363, 2316]
headline: ΑΠΑΛΛΑΓΗ ΚΙΝΗΜΑΤΟΓΡΑΦΙΣΤΗΣ [418, 1006, 595, 1038]
article-body: Η σημερινή συνεδρίασις του χρηματιστηρίου εμπορευμάτων διεξήχθη ομαλώς. ΣΙΤΗΡΑ: Σκληρός δρχ. 3,45 — 3,50. Μαλακός δρχ. 3,25. ΚΡΙΘΗ: δρχ. 2,80. ΑΡΑΒΟΣΙΤΟΣ: δρχ. 2,70. ΒΑΜΒΑΚΙ: δρχ. 18,50. ΕΛΑΙΑ: δρχ. 24,00. ΖΑΧΑΡΙΣ: δρχ. 10,80. ΚΑΦΕΣ: δρχ. 58,00. ΤΥΡΟΣ — ΒΟΥΤΥΡΑ: δρχ. 32,00. [8, 1354, 363, 1396]
headline: ΜΙΚΡΑΙ ΕΙΔΗΣΕΙΣ ΑΠΟ ΤΑΣ ΕΠΑΡΧΙΑΣ [37, 1529, 334, 1574]
divider [377, 1003, 636, 1004]
article [8, 568, 363, 835]
article-body: Απηλλάγη της κατηγορίας υπό του Πλημμελειοδικείου η κινηματογραφίστρια. [377, 1040, 636, 1061]
article-body: ΑΘΗΝΑΙ, 1. — Κατά το γεύμα το οποίον παρέθεσεν ο Βασιλεύς εις τα Ανάκτορα προς τιμήν των διακεκριμένων επιστημόνων, ωμίλησε περί της σημασίας της επιστημονικής ερεύνης διά την πρόοδον της ανθρωπότητος. Εις το γεύμα παρεκάθησαν μέλη της κυβερνήσεως, πρέσβεις ξένων χωρών και καθηγηταί του Πανεπιστημίου. [650, 160, 952, 201]
article-body: ΘΕΣΣΑΛΟΝΙΚΗ, 1. — Επιβατικόν αυτοκίνητον παρέσυρε μεσήλικα γυναίκα και την ετραυμάτισε θανασίμως. Η παθούσα μετεφέρθη εις το νοσοκομείον όπου και εξέπνευσεν. [650, 427, 952, 458]
article [377, 1092, 636, 1129]
article-body: ΓΙΟΚΟΣΟΥΚΑ, 1. — Συνεχίζονται αι διαδηλώσεις. [1141, 873, 1319, 884]
article-body: ΑΚΡΩΤΗΡΙΟΝ ΚΕΝΝΕΝΤΥ, 1. — Οι τεχνικοί εξετάζουν τα αίτια της αποτυχίας της εκτοξεύσεως. [650, 1268, 952, 1289]
lottery-table: ΣΕΙΡΑ Α΄: 125.132, 156.910, 238.445 ΣΕΙΡΑ Β΄: 302.918, 317.654, 340.007 ΣΕΙΡΑ Γ΄: 142.077, 161.403, 187.292 ΣΕΙΡΑ Δ΄: 203.818, 221.550, 249.116 ΣΕΙΡΑ Ε΄: 112.283, 133.921, 176.040 [8, 740, 175, 787]
article [1141, 894, 1578, 956]
article-body: ΑΘΗΝΑΙ, 1. — Ο υπουργός Συντονισμού κ. Μητσοτάκης υπέβαλε μήνυσιν κατά του κ. Πολυχρονιάδη διά τα λεχθέντα υπ' αυτού περί εθνικής αναξιότητος. Ο κ. Πολυχρονιάδης απαντών εδήλωσεν ότι προκαλεί τον κ. Μητσοτάκην να άρη την βουλευτικήν ασυλίαν του ίνα δικασθή η υπόθεσις. [1141, 191, 1578, 222]
article [965, 10, 1127, 182]
headline: ΣΥΛΛΗΨΙΣ ΣΕΣΗΜΑΣΜΕΝΟΥ ΔΙΑΡΡΗΚΤΟΥ [979, 1017, 1113, 1063]
article-body: ΑΘΗΝΑΙ, 1. — Ο υπουργός Γεωργίας ανεκοίνωσεν ότι θα ληφθούν μέτρα. [965, 642, 1127, 663]
article-body: Κατά την μετεωρολογικήν υπηρεσίαν ο καιρός σήμερον θα είναι ολίγον νεφελώδης με ασθενείς ανέμους. Θερμοκρασία: Αθήναι 12—24, Θεσσαλονίκη 10—21, Πάτραι 11—23, Ηράκλειον 14—22. [650, 648, 952, 680]
article [8, 1531, 363, 1671]
headline: ΒΑΡΕΙΑ ΚΑΤΑΔΙΚΗ ΔΙΑΧΕΙΡΙΣΤΟΥ ΕΤΑΙΡΕΙΑΣ ΔΙ' ΥΠΕΞΑΙΡΕΣΙΝ ΠΟΣΟΥ 812.000 ΔΡΑΧΜΩΝ [17, 1006, 354, 1063]
subheading: ΑΠΟ ΤΗΝ ΚΟΜΟΤΗΝΗΝ [8, 1592, 164, 1607]
divider [965, 689, 1127, 690]
article [965, 807, 1127, 894]
divider [1141, 397, 1578, 399]
headline: ΤΑ ΑΝΕΥΡΕΘΕΝΤΑ ΣΥΝΤΡΙΜΜΑΤΑ ΑΕΡΟΣΚΑΦΟΥΣ [386, 477, 627, 509]
divider [377, 1136, 636, 1137]
article [965, 193, 1127, 330]
article-body: ΚΑΣΤΟΡΙΑ, 1. — Εγένετο σήμερον δέησις εις το κενοτάφιον του Παύλου Μελά, παρουσία του υπουργού κ. Μανωλοπούλου, των αρχών και πλήθους κόσμου. [8, 1174, 363, 1196]
article-body: Κατά την μετεωρολογικήν υπηρεσίαν ο καιρός σήμερον θα είναι ολίγον νεφελώδης με ασθενείς ανέμους. Θερμοκρασία: Αθήναι 12—24, Θεσσαλονίκη 10—21, Πάτραι 11—23, Ηράκλειον 14—22. [650, 679, 952, 711]
divider [965, 900, 1127, 901]
headline: ΣΥΝΗΛΘΕ ΤΟ ΣΤΡΑΤΙΩΤΙΚΟΝ ΣΥΜΒΟΥΛΙΟΝ [1427, 747, 1545, 792]
article [8, 1118, 363, 1216]
article-body: ΘΕΣΣΑΛΟΝΙΚΗ, 1. — Επιβατικόν αυτοκίνητον παρέσυρε μεσήλικα γυναίκα και την ετραυμάτισε θανασίμως. Η παθούσα μετεφέρθη εις το νοσοκομείον όπου και εξέπνευσεν. [650, 506, 952, 536]
subheading: ΨΥΧΟΣ ΕΙΣ ΗΝ. ΠΟΛΙΤΕΙΑΣ [713, 632, 889, 646]
article-body: ΑΘΗΝΑΙ, 1. — Με επισημότητα έλαβε χώραν η αναχώρησις του πρώτου αεροσκάφους τύπου Μπόινγκ της Ολυμπιακής διά Νέαν Υόρκην. [650, 992, 952, 1013]
article-body: ΑΘΗΝΑΙ, 1. — Συνήλθε σήμερον η Ιερά Σύνοδος της Εκκλησίας της Ελλάδος υπό την προεδρίαν του Αρχιεπισκόπου. [377, 342, 636, 363]
headline: ΟΙ ΑΠΟΣΤΡΑΤΟΙ ΖΗΤΟΥΝ ΑΠΟΚΑΤΑΣΤΑΣΙΝ ΤΗΝ ΣΥΝΤΑΞΙΟΔΟΤΗΣΙΝ [1400, 639, 1573, 699]
subheading: ΑΠΑΝΤΑ Ο κ. ΠΟΛΥΧΡΟΝΙΑΔΗΣ [1255, 144, 1464, 159]
headline: ΚΑΤΑΔΙΚΑΙ ΟΔΗΓΩΝ ΔΙΑ ΤΡΑΥΜΑΤΙΣΜΟΥΣ ΕΞ ΑΜΕΛΕΙΑΣ [965, 904, 1127, 965]
article-body: Η δημοκρατική κίνησις νέων ανακοινοί την σύγκλησιν συνεδρίου. [377, 1109, 604, 1120]
divider [8, 1001, 363, 1003]
headline: ΟΛΙΓΟΝ ΝΕΦΕΛΩΔΗΣ ΣΗΜΕΡΟΝ Ο ΚΑΙΡΟΣ [684, 546, 918, 592]
article [965, 694, 1127, 796]
subheading: ΠΑΡΑ ΤΗΝ ΚΑΒΑΛΑΝ [732, 489, 870, 503]
article-body: ΑΘΗΝΑΙ, 1. — Το υπουργείον Παιδείας προέβη εις την μετάθεσιν καθηγητών εις κενάς θέσεις των διαφόρων παιδαγωγικών ακαδημιών της χώρας. Αι μεταθέσεις θα ισχύσουν από της ενάρξεως του νέου σχολικού έτους. [8, 903, 363, 935]
article-body: ΝΑΪΡΟΜΠΙ, 1. — Επετράπη εις τας γυναίκας να φέρουν παντελόνια. [1141, 1016, 1380, 1027]
column-4 [965, 8, 1127, 2316]
article-body: Συνεχίζονται αι εκδηλώσεις των εις τα πλαίσια της Εβδομάδος της Γυναικός. Εις την αίθουσαν του Λυκείου των Ελληνίδων θα λειτουργήσουν εκθέσεις ζωγραφικής, χειροτεχνίας και βιβλίου, εις τας οποίας θα εκτεθούν έργα Ελληνίδων καλλιτεχνών. Αι εκθέσεις θα παραμείνουν ανοικταί καθ' όλην την διάρκειαν της εβδομάδος. [8, 515, 363, 555]
headline: ΣΥΝΕΧΙΣΘΗΣΑΝ ΑΙ ΕΡΓΑΣΙΑΙ ΕΙΣ ΤΗΝ ΠΡΑΓΑΝ ΤΟΥ ΣΥΝΕΔΡΙΟΥ ΤΟΥ Κ.Κ. ΤΣΕΧΟΣΛΟΒΑΚΙΑΣ ΜΕ ΚΥΡΙΟΝ ΟΜΙΛΗΤΗΝ ΤΟΝ ΔΡΑ ΟΥΛΜΠΡΙΧΤ [1142, 401, 1577, 457]
headline: Ο ΒΑΣΙΛΕΥΣ ΠΑΡΕΘΕΣΕΝ ΕΙΣ ΤΑ ΑΝΑΚΤΟΡΑ ΓΕΥΜΑ ΠΡΟΣ ΤΙΜΗΝ ΤΩΝ ΔΙΑΚΕΚΡΙΜΕΝΩΝ ΕΠΙΣΤΗΜΟΝΩΝ ΤΩΝ ΜΕΤΕΧΟΝΤΩΝ ΤΗΣ ΣΥΝΑΝΤΗΣΕΩΣ ΤΩΝ ΑΘΗΝΩΝ [661, 8, 941, 117]
headline: ΕΝΤΕΙΝΕΤΑΙ ΕΙΣ ΤΟΥΡΚΙΑΝ Ο ΠΡΟΕΚΛΟΓΙΚΟΣ ΑΓΩΝ ΔΙΑ ΤΗΝ ΣΥΜΠΛΗΡΩΣΙΝ ΤΩΝ ΕΔΡΩΝ ΤΗΣ ΓΕΡΟΥΣΙΑΣ [1143, 490, 1576, 546]
article-body: ΑΘΗΝΑΙ, 1. — Απεβίωσε σήμερον ο πρεσβευτής Χρ. Διαμαντόπουλος. [377, 977, 623, 988]
article [377, 562, 636, 636]
article-body: Συνεχίζονται αι εκδηλώσεις των εις τα πλαίσια της Εβδομάδος της Γυναικός. Εις την αίθουσαν του Λυκείου των Ελληνίδων θα λειτουργήσουν εκθέσεις ζωγραφικής, χειροτεχνίας και βιβλίου, εις τας οποίας θα εκτεθούν έργα Ελληνίδων καλλιτεχνών. Αι εκθέσεις θα παραμείνουν ανοικταί καθ' όλην την διάρκειαν της εβδομάδος. [8, 432, 363, 474]
divider [8, 1524, 363, 1526]
article-body: ΟΥΑΣΙΓΚΤΩΝ, 1. — Ο κ. Χηθ συνηντήθη μετά του Προέδρου κ. Τζόνσον εις τον Λευκόν Οίκον. [1141, 370, 1475, 381]
article-body: ΑΘΗΝΑΙ, 1. — Εις την αίθουσαν των κληρώσεων της Τραπέζης της Ελλάδος διενεργήθη σήμερον η κλήρωσις των ομολογιών του δανείου οικονομικής αναπτύξεως. Εκληρώθησαν οι κάτωθι αριθμοί: [8, 624, 363, 645]
article-body: Η σημερινή συνεδρίασις του χρηματιστηρίου εμπορευμάτων διεξήχθη ομαλώς. ΣΙΤΗΡΑ: Σκληρός δρχ. 3,45 — 3,50. Μαλακός δρχ. 3,25. ΚΡΙΘΗ: δρχ. 2,80. ΑΡΑΒΟΣΙΤΟΣ: δρχ. 2,70. ΒΑΜΒΑΚΙ: δρχ. 18,50. ΕΛΑΙΑ: δρχ. 24,00. ΖΑΧΑΡΙΣ: δρχ. 10,80. ΚΑΦΕΣ: δρχ. 58,00. ΤΥΡΟΣ — ΒΟΥΤΥΡΑ: δρχ. 32,00. [8, 1314, 363, 1354]
divider [377, 557, 636, 558]
divider [650, 894, 952, 896]
subheading: ΑΠΟ ΤΑΣ ΣΕΡΡΑΣ [8, 1575, 123, 1590]
article-body: ΚΩΝΣΤΑΝΤΙΝΟΥΠΟΛΙΣ, 1. — Ο προεκλογικός αγών εντείνεται. [1141, 558, 1371, 569]
article-body: Κατ' ανακοίνωσιν της Τραπέζης της Ελλάδος, αι τιμαί των χρυσών νομισμάτων ήσαν σήμερον αι κάτωθι: [377, 161, 636, 181]
divider [965, 188, 1127, 189]
divider [650, 329, 952, 331]
headline: ΜΕΤΑΘΕΣΕΙΣ ΚΑΘΗΓΗΤΩΝ ΕΙΣ ΚΕΝΑΣ ΘΕΣΕΙΣ ΤΩΝ ΔΙΑΦΟΡΩΝ ΠΑΙΔΑΓΩΓΙΚΩΝ ΑΚΑΔΗΜΙΩΝ [8, 846, 363, 901]
divider [377, 823, 636, 824]
article-body: ΠΥΡΓΟΣ, 1. — Πτωχή γυνή εφύλαττε χρήματα. [965, 1198, 1127, 1220]
article-body: ΑΘΗΝΑΙ, 1. — Ο διοικητής της ΕΤΒΑ ωμίλησεν εις το Παρίσι ενώπιον Γάλλων επιχειρηματιών. [650, 1161, 952, 1182]
article [377, 945, 636, 997]
